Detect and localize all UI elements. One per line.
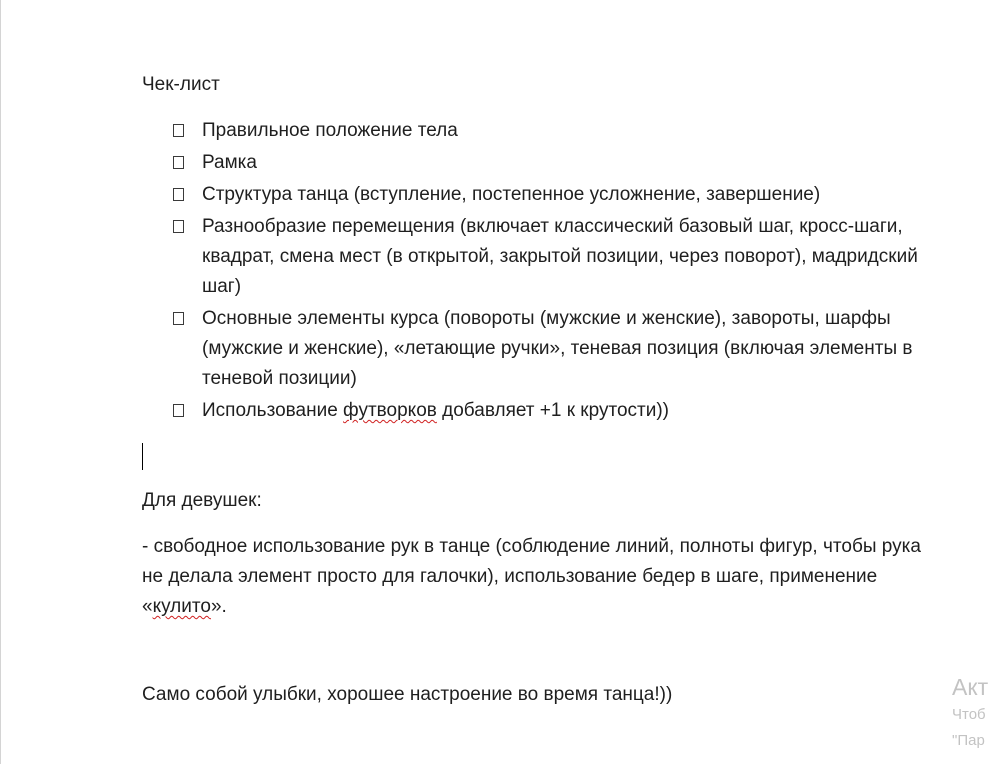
watermark-line-2: "Пар [952,732,985,749]
checklist-item-text: Разнообразие перемещения (включает классический базовый шаг, кросс-шаги, квадрат, смена мест (в открытой, закрытой позиции, через поворот), мадридский шаг) [202,216,918,297]
checklist-item-text: Рамка [202,152,257,173]
closing-paragraph: Само собой улыбки, хорошее настроение во время танца!)) [142,684,673,705]
checklist-item-text [202,400,669,421]
checklist [142,116,922,428]
checkbox-icon [173,188,184,201]
activation-watermark [952,672,988,754]
page-left-edge [0,0,1,764]
checklist-item-text: Структура танца (вступление, постепенное усложнение, завершение) [202,184,821,205]
girls-paragraph [142,532,922,622]
checklist-item-body-position [142,116,922,146]
checklist-item-frame [142,148,922,178]
checklist-item-footwork [142,396,922,426]
girls-text-end: ». [210,596,227,617]
spelling-error-footwork[interactable]: футворков [343,400,437,421]
footwork-text-start: Использование [202,400,344,421]
checkbox-icon [173,220,184,233]
checklist-item-course-elements [142,304,922,394]
footwork-text-end: добавляет +1 к крутости)) [436,400,669,421]
spelling-error-culito[interactable]: кулито [152,596,211,617]
checkbox-icon [173,124,184,137]
checkbox-icon [173,156,184,169]
checklist-item-text: Основные элементы курса (повороты (мужские и женские), завороты, шарфы (мужские и женские), «летающие ручки», теневая позиция (включая элементы в теневой позиции) [202,308,913,389]
watermark-line-1: Чтоб [952,706,986,723]
checkbox-icon [173,312,184,325]
text-cursor [142,443,143,470]
girls-heading: Для девушек: [142,490,262,511]
watermark-title: Акт [952,674,989,700]
checkbox-icon [173,404,184,417]
checklist-item-movement-variety [142,212,922,302]
checklist-item-text: Правильное положение тела [202,120,458,141]
checklist-heading: Чек-лист [142,74,220,95]
checklist-item-dance-structure [142,180,922,210]
girls-text-start: - свободное использование рук в танце (соблюдение линий, полноты фигур, чтобы рука не делала элемент просто для галочки), использование бедер в шаге, применение « [142,536,921,617]
